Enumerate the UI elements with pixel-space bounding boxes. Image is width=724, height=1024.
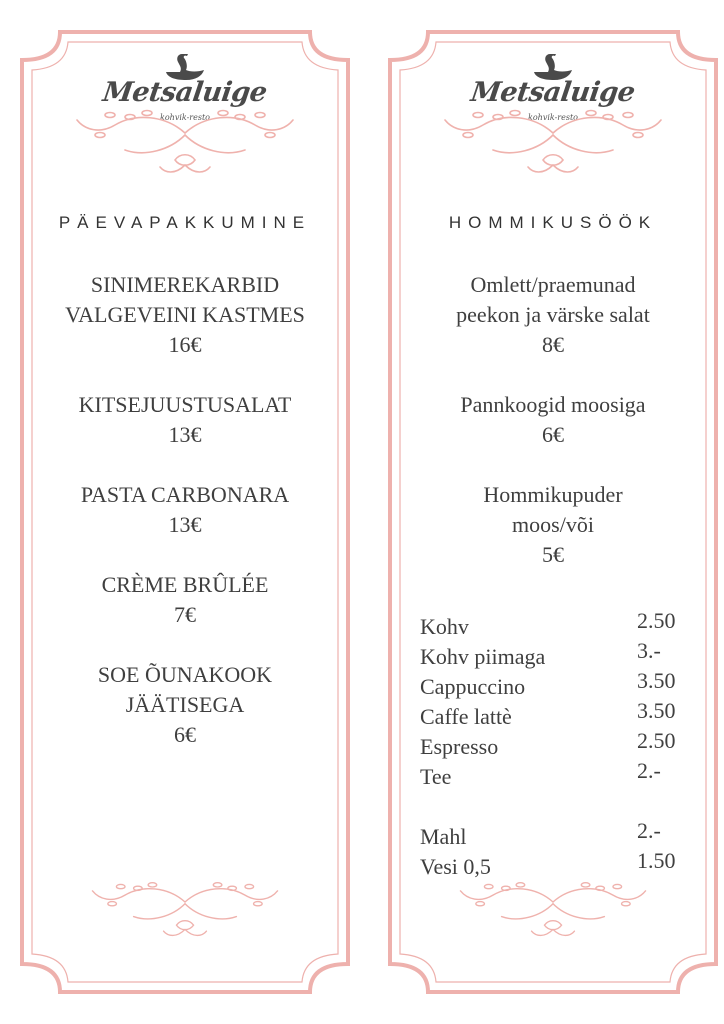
menu-item-name: KITSEJUUSTUSALAT [78,392,292,417]
drink-price: 3.50 [637,668,676,693]
menu-item-name: CRÈME BRÛLÉE [101,572,269,597]
drink-price: 3.50 [637,698,676,723]
menu-item-name: Omlett/praemunad [470,272,636,297]
drink-price: 1.50 [637,848,676,873]
drink-name: Cappuccino [420,674,526,699]
drink-row [420,848,688,878]
menu-item [20,660,350,750]
menu-item-name: Pannkoogid moosiga [460,392,646,417]
menu-item-name: SOE ÕUNAKOOK [97,662,273,687]
menu-heading: HOMMIKUSÖÖK [448,213,658,232]
drinks-list [420,608,688,788]
drink-price: 2.50 [637,608,676,633]
drink-name: Kohv piimaga [420,644,546,669]
breakfast-panel [388,30,718,994]
menu-item [388,270,718,360]
menu-heading: PÄEVAPAKKUMINE [58,213,312,232]
menu-items [20,270,350,780]
drink-row [420,698,688,728]
drink-row [420,728,688,758]
menu-item [20,570,350,630]
drink-row [420,608,688,638]
menu-item-name: moos/või [512,512,594,537]
menu-item-price: 8€ [542,332,564,357]
drink-name: Tee [420,764,452,789]
floral-ornament-top-icon [443,105,663,175]
drink-row [420,758,688,788]
brand-name: Metsaluige [469,77,637,108]
other-drinks-list [420,818,688,878]
menu-item [20,390,350,450]
floral-ornament-bottom-icon [443,878,663,938]
brand-subtitle: kohvik-resto [160,113,210,122]
menu-item-price: 16€ [168,332,202,357]
menu-item-price: 6€ [174,722,196,747]
menu-item-price: 7€ [174,602,196,627]
drink-name: Espresso [420,734,499,759]
menu-item-name: peekon ja värske salat [456,302,650,327]
drink-name: Caffe lattè [420,704,512,729]
drink-price: 3.- [637,638,661,663]
menu-item-price: 5€ [542,542,564,567]
drink-price: 2.- [637,818,661,843]
menu-item-name: VALGEVEINI KASTMES [65,302,305,327]
menu-item [388,480,718,570]
menu-item-price: 6€ [542,422,564,447]
brand-name: Metsaluige [101,77,269,108]
drink-name: Vesi 0,5 [420,854,491,879]
daily-offer-panel [20,30,350,994]
drink-price: 2.- [637,758,661,783]
drink-price: 2.50 [637,728,676,753]
menu-item-price: 13€ [168,422,202,447]
menu-item-name: SINIMEREKARBID [90,272,280,297]
drink-name: Mahl [420,824,467,849]
menu-item-name: Hommikupuder [483,482,623,507]
drink-row [420,638,688,668]
floral-ornament-bottom-icon [75,878,295,938]
floral-ornament-top-icon [75,105,295,175]
drink-row [420,668,688,698]
menu-item-price: 13€ [168,512,202,537]
drink-row [420,818,688,848]
menu-item [20,480,350,540]
menu-item [388,390,718,450]
menu-item-name: PASTA CARBONARA [80,482,290,507]
menu-item-name: JÄÄTISEGA [125,692,245,717]
menu-item [20,270,350,360]
drink-name: Kohv [420,614,469,639]
menu-items [388,270,718,600]
brand-subtitle: kohvik-resto [528,113,578,122]
